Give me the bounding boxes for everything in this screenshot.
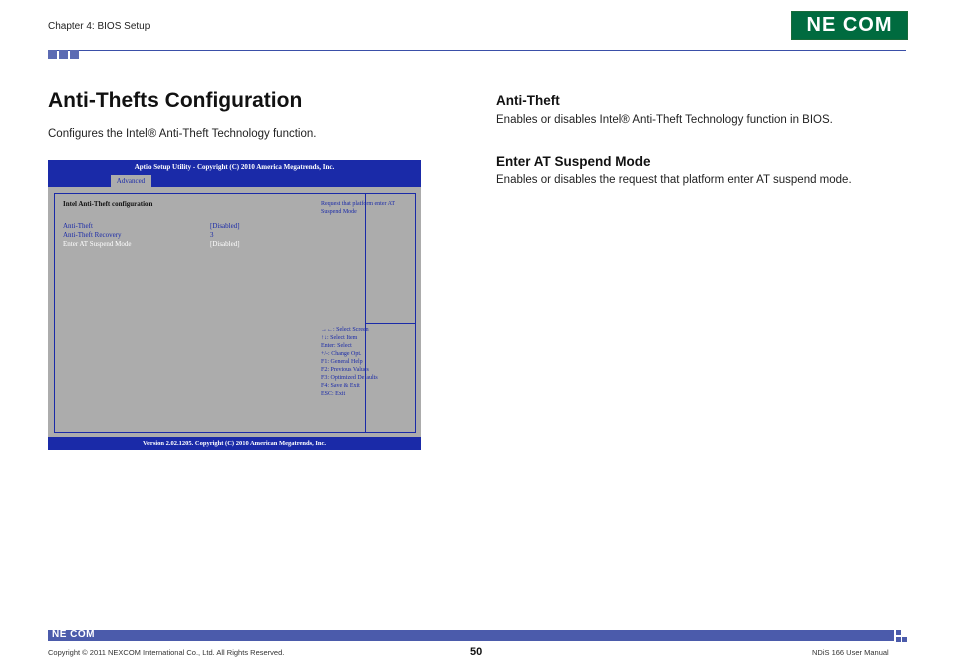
footer-square-2 [896, 637, 901, 642]
bios-key-f3: F3: Optimized Defaults [321, 375, 378, 381]
nexcom-logo [791, 11, 908, 40]
bios-item-anti-theft-recovery-value[interactable]: 3 [210, 231, 214, 239]
bios-item-at-suspend-label[interactable]: Enter AT Suspend Mode [63, 240, 132, 248]
header-square-2 [59, 50, 68, 59]
bios-item-anti-theft-value[interactable]: [Disabled] [210, 222, 240, 230]
header-square-3 [70, 50, 79, 59]
bios-tab-bar [48, 175, 421, 187]
bios-key-select-screen: →←: Select Screen [321, 327, 369, 333]
bios-help-line-1: Request that platform enter AT [321, 201, 395, 207]
section-title-anti-theft: Anti-Theft [496, 93, 560, 108]
bios-item-at-suspend-value[interactable]: [Disabled] [210, 240, 240, 248]
bios-item-anti-theft-label[interactable]: Anti-Theft [63, 222, 93, 230]
bios-key-enter: Enter: Select [321, 343, 352, 349]
bios-tab-advanced[interactable]: Advanced [111, 175, 151, 187]
chapter-label: Chapter 4: BIOS Setup [48, 21, 151, 32]
bios-section-heading: Intel Anti-Theft configuration [63, 200, 153, 208]
bios-screenshot [48, 160, 421, 450]
bios-vertical-divider [365, 193, 366, 432]
bios-help-line-2: Suspend Mode [321, 209, 357, 215]
section-body-at-suspend: Enables or disables the request that platform enter AT suspend mode. [496, 174, 852, 186]
page-number: 50 [470, 646, 483, 658]
header-divider [48, 50, 906, 51]
footer-square-3 [902, 637, 907, 642]
footer-bar [48, 630, 894, 641]
bios-item-anti-theft-recovery-label[interactable]: Anti-Theft Recovery [63, 231, 122, 239]
bios-horizontal-divider [365, 323, 415, 324]
bios-key-select-item: ↑↓: Select Item [321, 335, 358, 341]
footer-square-1 [896, 630, 901, 635]
section-body-anti-theft: Enables or disables Intel® Anti-Theft Technology function in BIOS. [496, 114, 833, 126]
bios-version-bar: Version 2.02.1205. Copyright (C) 2010 American Megatrends, Inc. [48, 437, 421, 450]
bios-key-f2: F2: Previous Values [321, 367, 369, 373]
bios-key-f1: F1: General Help [321, 359, 363, 365]
page-title: Anti-Thefts Configuration [48, 89, 303, 112]
footer-logo: NE COM [52, 629, 95, 640]
section-title-at-suspend: Enter AT Suspend Mode [496, 154, 651, 169]
header-square-1 [48, 50, 57, 59]
logo-text: NE COM [806, 14, 893, 36]
bios-key-esc: ESC: Exit [321, 391, 346, 397]
manual-name: NDiS 166 User Manual [812, 648, 889, 657]
bios-title-bar: Aptio Setup Utility - Copyright (C) 2010 America Megatrends, Inc. [48, 160, 421, 175]
bios-key-f4: F4: Save & Exit [321, 383, 360, 389]
copyright-text: Copyright © 2011 NEXCOM International Co., Ltd. All Rights Reserved. [48, 648, 285, 657]
intro-text: Configures the Intel® Anti-Theft Technology function. [48, 128, 317, 140]
bios-key-change-opt: +/-: Change Opt. [321, 351, 362, 357]
